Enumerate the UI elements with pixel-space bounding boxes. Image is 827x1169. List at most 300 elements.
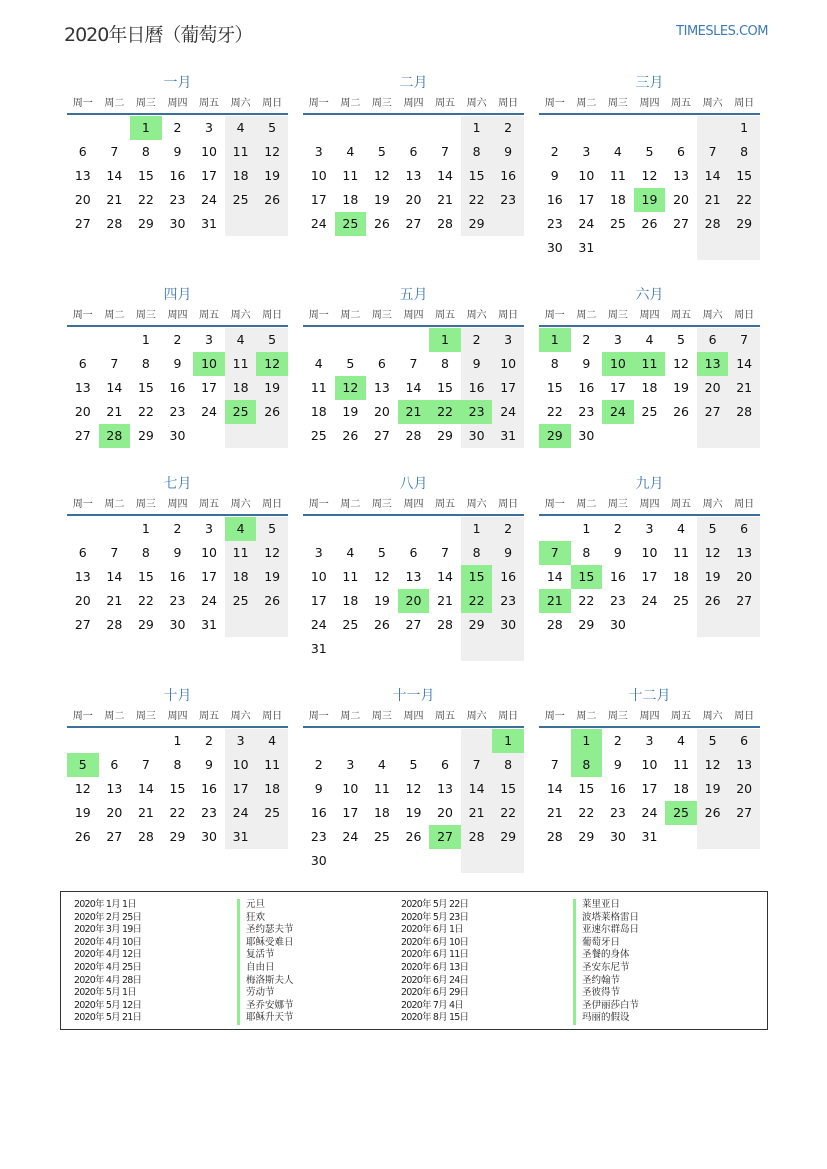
empty-day-cell bbox=[67, 328, 99, 352]
day-cell: 10 bbox=[641, 545, 658, 560]
day-cell: 21 bbox=[106, 593, 123, 608]
month-title: 七月 bbox=[163, 476, 192, 492]
holiday-names-column-2 bbox=[573, 899, 639, 1025]
holiday-date: 2020年 1月 1日 bbox=[74, 899, 137, 910]
day-cell: 12 bbox=[697, 753, 729, 777]
day-cell: 16 bbox=[169, 380, 186, 395]
day-cell: 31 bbox=[310, 641, 327, 656]
weekday-label: 周一 bbox=[544, 711, 565, 722]
holiday-day-cell: 1 bbox=[130, 116, 162, 140]
day-cell: 26 bbox=[405, 829, 422, 844]
weekday-label: 周五 bbox=[671, 310, 692, 321]
weekday-label: 周五 bbox=[435, 711, 456, 722]
day-cell: 20 bbox=[405, 192, 422, 207]
day-cell: 21 bbox=[437, 192, 453, 207]
day-cell: 24 bbox=[578, 216, 595, 231]
day-cell: 27 bbox=[106, 829, 123, 844]
day-cell: 21 bbox=[546, 805, 563, 820]
day-cell: 20 bbox=[697, 376, 729, 400]
day-cell: 24 bbox=[310, 216, 327, 231]
day-cell: 13 bbox=[673, 168, 689, 183]
day-cell: 23 bbox=[578, 404, 595, 419]
day-cell: 16 bbox=[609, 569, 626, 584]
day-cell: 22 bbox=[578, 805, 595, 820]
empty-day-cell bbox=[697, 424, 729, 448]
day-cell: 15 bbox=[578, 781, 595, 796]
month-block bbox=[539, 685, 760, 849]
day-cell: 9 bbox=[205, 757, 213, 772]
day-cell: 7 bbox=[441, 144, 449, 159]
day-cell: 25 bbox=[256, 801, 288, 825]
weekday-label: 周六 bbox=[230, 499, 251, 510]
day-cell: 22 bbox=[546, 404, 563, 419]
day-cell: 28 bbox=[461, 825, 493, 849]
day-cell: 22 bbox=[137, 404, 154, 419]
weekday-label: 周二 bbox=[576, 711, 597, 722]
day-cell: 2 bbox=[550, 144, 559, 159]
day-cell: 12 bbox=[373, 168, 390, 183]
day-cell: 21 bbox=[437, 593, 453, 608]
day-cell: 3 bbox=[314, 144, 323, 159]
holiday-day-cell: 12 bbox=[335, 376, 367, 400]
weekday-label: 周六 bbox=[702, 499, 723, 510]
day-cell: 16 bbox=[169, 569, 186, 584]
day-cell: 5 bbox=[377, 144, 386, 159]
empty-day-cell bbox=[366, 116, 398, 140]
weekday-label: 周一 bbox=[72, 499, 93, 510]
holiday-day-cell: 12 bbox=[256, 352, 288, 376]
holiday-name: 圣安东尼节 bbox=[573, 962, 639, 975]
day-cell: 30 bbox=[169, 428, 186, 443]
holiday-dates-column-1 bbox=[74, 899, 141, 1025]
day-cell: 20 bbox=[728, 777, 760, 801]
month-title: 十一月 bbox=[392, 688, 435, 704]
day-cell: 14 bbox=[546, 781, 563, 796]
day-cell: 31 bbox=[578, 240, 595, 255]
weekday-label: 周三 bbox=[371, 98, 392, 109]
day-cell: 28 bbox=[546, 617, 563, 632]
day-cell: 30 bbox=[461, 424, 493, 448]
day-cell: 28 bbox=[728, 400, 760, 424]
weekday-label: 周四 bbox=[403, 98, 424, 109]
holiday-date: 2020年 6月 13日 bbox=[401, 961, 469, 973]
holiday-date: 2020年 3月 19日 bbox=[74, 924, 142, 936]
day-cell: 27 bbox=[728, 589, 760, 613]
day-cell: 7 bbox=[110, 356, 119, 371]
day-cell: 13 bbox=[405, 569, 422, 584]
day-cell: 17 bbox=[641, 569, 658, 584]
day-cell: 24 bbox=[201, 192, 217, 207]
day-cell: 8 bbox=[141, 144, 150, 159]
holiday-day-cell: 13 bbox=[697, 352, 729, 376]
day-cell: 10 bbox=[201, 144, 217, 159]
weekday-header bbox=[539, 94, 760, 115]
weekday-label: 周四 bbox=[167, 499, 188, 510]
weekday-label: 周四 bbox=[167, 711, 188, 722]
day-cell: 31 bbox=[201, 617, 217, 632]
day-cell: 22 bbox=[137, 192, 154, 207]
weekday-label: 周四 bbox=[639, 499, 660, 510]
day-cell: 30 bbox=[546, 240, 563, 255]
weekday-label: 周六 bbox=[466, 98, 487, 109]
weekday-label: 周一 bbox=[72, 711, 93, 722]
empty-day-cell bbox=[634, 236, 666, 260]
empty-day-cell bbox=[602, 236, 634, 260]
day-cell: 12 bbox=[256, 541, 288, 565]
month-block bbox=[303, 473, 524, 661]
weekday-header bbox=[303, 495, 524, 516]
day-cell: 8 bbox=[461, 541, 493, 565]
weekday-label: 周日 bbox=[734, 98, 755, 109]
day-cell: 28 bbox=[437, 617, 453, 632]
day-cell: 21 bbox=[461, 801, 493, 825]
day-cell: 11 bbox=[310, 380, 327, 395]
holiday-name: 自由日 bbox=[237, 962, 294, 975]
weekday-label: 周三 bbox=[371, 310, 392, 321]
weekday-label: 周二 bbox=[104, 711, 125, 722]
empty-day-cell bbox=[303, 328, 335, 352]
weekday-label: 周二 bbox=[340, 499, 361, 510]
empty-day-cell bbox=[398, 517, 430, 541]
day-cell: 14 bbox=[106, 168, 123, 183]
empty-day-cell bbox=[634, 613, 666, 637]
empty-day-cell bbox=[429, 517, 461, 541]
empty-day-cell bbox=[697, 236, 729, 260]
holiday-day-cell: 4 bbox=[225, 517, 257, 541]
month-block bbox=[67, 685, 288, 849]
day-cell: 9 bbox=[613, 757, 622, 772]
day-cell: 19 bbox=[342, 404, 359, 419]
weekday-label: 周日 bbox=[498, 499, 519, 510]
day-cell: 7 bbox=[550, 757, 559, 772]
day-grid bbox=[303, 517, 524, 661]
day-cell: 25 bbox=[673, 593, 689, 608]
day-cell: 31 bbox=[225, 825, 257, 849]
holiday-date: 2020年 8月 15日 bbox=[401, 1012, 469, 1024]
holiday-date: 2020年 4月 25日 bbox=[74, 961, 142, 973]
day-cell: 9 bbox=[314, 781, 323, 796]
weekday-label: 周四 bbox=[403, 499, 424, 510]
day-cell: 19 bbox=[405, 805, 422, 820]
month-block bbox=[303, 284, 524, 448]
day-cell: 22 bbox=[137, 593, 154, 608]
holiday-day-cell: 8 bbox=[571, 753, 603, 777]
holiday-day-cell: 1 bbox=[539, 328, 571, 352]
day-cell: 20 bbox=[373, 404, 390, 419]
weekday-label: 周六 bbox=[702, 98, 723, 109]
empty-day-cell bbox=[398, 328, 430, 352]
day-cell: 6 bbox=[409, 545, 418, 560]
day-cell: 11 bbox=[373, 781, 390, 796]
weekday-label: 周六 bbox=[466, 711, 487, 722]
day-cell: 12 bbox=[641, 168, 658, 183]
weekday-label: 周日 bbox=[262, 499, 283, 510]
day-cell: 18 bbox=[310, 404, 327, 419]
weekday-label: 周二 bbox=[576, 98, 597, 109]
day-cell: 15 bbox=[169, 781, 186, 796]
holiday-day-cell: 23 bbox=[461, 400, 493, 424]
empty-day-cell bbox=[398, 729, 430, 753]
day-cell: 7 bbox=[461, 753, 493, 777]
day-cell: 24 bbox=[225, 801, 257, 825]
day-cell: 5 bbox=[256, 328, 288, 352]
day-cell: 1 bbox=[582, 521, 591, 536]
day-cell: 13 bbox=[405, 168, 422, 183]
day-cell: 15 bbox=[437, 380, 453, 395]
day-cell: 4 bbox=[225, 116, 257, 140]
empty-day-cell bbox=[225, 424, 257, 448]
empty-day-cell bbox=[366, 729, 398, 753]
empty-day-cell bbox=[461, 637, 493, 661]
empty-day-cell bbox=[256, 212, 288, 236]
day-cell: 7 bbox=[409, 356, 418, 371]
day-cell: 13 bbox=[74, 569, 91, 584]
empty-day-cell bbox=[697, 825, 729, 849]
day-cell: 27 bbox=[728, 801, 760, 825]
day-grid bbox=[67, 328, 288, 448]
day-cell: 2 bbox=[582, 332, 591, 347]
empty-day-cell bbox=[335, 328, 367, 352]
day-cell: 9 bbox=[492, 140, 524, 164]
empty-day-cell bbox=[303, 729, 335, 753]
day-cell: 19 bbox=[256, 376, 288, 400]
day-cell: 20 bbox=[74, 404, 91, 419]
empty-day-cell bbox=[461, 729, 493, 753]
day-cell: 5 bbox=[697, 517, 729, 541]
day-cell: 26 bbox=[673, 404, 689, 419]
day-cell: 29 bbox=[728, 212, 760, 236]
empty-day-cell bbox=[256, 424, 288, 448]
day-cell: 5 bbox=[677, 332, 685, 347]
day-cell: 22 bbox=[461, 188, 493, 212]
day-cell: 17 bbox=[201, 168, 217, 183]
holiday-date: 2020年 6月 29日 bbox=[401, 987, 469, 999]
day-cell: 28 bbox=[546, 829, 563, 844]
day-cell: 30 bbox=[578, 428, 595, 443]
weekday-label: 周六 bbox=[702, 711, 723, 722]
month-block bbox=[303, 685, 524, 873]
day-cell: 6 bbox=[697, 328, 729, 352]
day-cell: 26 bbox=[256, 589, 288, 613]
day-cell: 24 bbox=[641, 593, 658, 608]
day-cell: 9 bbox=[613, 545, 622, 560]
holiday-day-cell: 21 bbox=[398, 400, 430, 424]
day-cell: 11 bbox=[256, 753, 288, 777]
day-cell: 20 bbox=[74, 593, 91, 608]
weekday-label: 周五 bbox=[435, 499, 456, 510]
day-cell: 1 bbox=[728, 116, 760, 140]
month-title: 九月 bbox=[635, 476, 664, 492]
month-title: 六月 bbox=[635, 287, 664, 303]
weekday-header bbox=[539, 707, 760, 728]
day-cell: 23 bbox=[310, 829, 327, 844]
day-grid bbox=[67, 116, 288, 236]
day-cell: 11 bbox=[609, 168, 626, 183]
weekday-label: 周五 bbox=[199, 310, 220, 321]
weekday-label: 周一 bbox=[544, 499, 565, 510]
day-cell: 10 bbox=[578, 168, 595, 183]
weekday-label: 周二 bbox=[104, 98, 125, 109]
day-cell: 2 bbox=[173, 120, 182, 135]
day-cell: 30 bbox=[609, 829, 626, 844]
day-cell: 6 bbox=[78, 356, 87, 371]
day-cell: 19 bbox=[256, 565, 288, 589]
day-cell: 4 bbox=[256, 729, 288, 753]
empty-day-cell bbox=[335, 637, 367, 661]
weekday-label: 周六 bbox=[230, 98, 251, 109]
day-cell: 25 bbox=[373, 829, 390, 844]
holiday-date: 2020年 6月 10日 bbox=[401, 936, 469, 948]
day-cell: 28 bbox=[137, 829, 154, 844]
weekday-label: 周一 bbox=[72, 310, 93, 321]
day-cell: 15 bbox=[461, 164, 493, 188]
weekday-label: 周日 bbox=[262, 98, 283, 109]
day-cell: 9 bbox=[173, 545, 182, 560]
day-cell: 6 bbox=[728, 517, 760, 541]
day-cell: 8 bbox=[441, 356, 449, 371]
day-cell: 29 bbox=[461, 613, 493, 637]
holiday-date: 2020年 5月 21日 bbox=[74, 1012, 142, 1024]
empty-day-cell bbox=[303, 517, 335, 541]
day-cell: 2 bbox=[613, 521, 622, 536]
holiday-name: 耶稣升天节 bbox=[237, 1012, 294, 1025]
day-cell: 29 bbox=[578, 829, 595, 844]
empty-day-cell bbox=[665, 116, 697, 140]
weekday-label: 周三 bbox=[135, 310, 156, 321]
empty-day-cell bbox=[461, 849, 493, 873]
holiday-name: 葡萄牙日 bbox=[573, 937, 639, 950]
day-cell: 27 bbox=[697, 400, 729, 424]
day-cell: 11 bbox=[342, 168, 359, 183]
day-cell: 18 bbox=[641, 380, 658, 395]
day-cell: 14 bbox=[137, 781, 154, 796]
weekday-label: 周五 bbox=[199, 711, 220, 722]
month-block bbox=[67, 473, 288, 637]
weekday-label: 周六 bbox=[702, 310, 723, 321]
day-cell: 2 bbox=[205, 733, 213, 748]
weekday-header bbox=[539, 306, 760, 327]
empty-day-cell bbox=[728, 236, 760, 260]
holiday-day-cell: 28 bbox=[99, 424, 131, 448]
day-cell: 9 bbox=[492, 541, 524, 565]
holiday-day-cell: 29 bbox=[539, 424, 571, 448]
day-cell: 19 bbox=[673, 380, 689, 395]
empty-day-cell bbox=[67, 116, 99, 140]
site-logo[interactable]: TIMESLES.COM bbox=[676, 24, 768, 39]
weekday-header bbox=[539, 495, 760, 516]
empty-day-cell bbox=[193, 424, 225, 448]
day-cell: 4 bbox=[225, 328, 257, 352]
day-cell: 16 bbox=[461, 376, 493, 400]
day-cell: 29 bbox=[578, 617, 595, 632]
day-grid bbox=[539, 729, 760, 849]
empty-day-cell bbox=[398, 637, 430, 661]
weekday-label: 周二 bbox=[104, 499, 125, 510]
weekday-label: 周日 bbox=[262, 711, 283, 722]
holiday-date: 2020年 2月 25日 bbox=[74, 911, 142, 923]
month-block bbox=[539, 72, 760, 260]
day-cell: 9 bbox=[173, 356, 182, 371]
holiday-list bbox=[60, 891, 768, 1030]
day-cell: 26 bbox=[373, 216, 390, 231]
day-cell: 11 bbox=[342, 569, 359, 584]
day-cell: 22 bbox=[728, 188, 760, 212]
weekday-label: 周四 bbox=[639, 310, 660, 321]
day-cell: 11 bbox=[225, 541, 257, 565]
day-cell: 10 bbox=[342, 781, 359, 796]
weekday-header bbox=[67, 707, 288, 728]
holiday-date: 2020年 4月 12日 bbox=[74, 949, 142, 961]
holiday-day-cell: 1 bbox=[571, 729, 603, 753]
day-cell: 15 bbox=[492, 777, 524, 801]
day-cell: 4 bbox=[645, 332, 654, 347]
day-cell: 23 bbox=[201, 805, 217, 820]
day-cell: 27 bbox=[74, 216, 91, 231]
day-cell: 12 bbox=[256, 140, 288, 164]
holiday-dates-column-2 bbox=[401, 899, 468, 1025]
day-cell: 2 bbox=[613, 733, 622, 748]
day-cell: 30 bbox=[201, 829, 217, 844]
empty-day-cell bbox=[398, 116, 430, 140]
day-cell: 3 bbox=[492, 328, 524, 352]
holiday-date: 2020年 5月 23日 bbox=[401, 911, 469, 923]
weekday-label: 周一 bbox=[72, 98, 93, 109]
day-cell: 18 bbox=[225, 565, 257, 589]
weekday-label: 周二 bbox=[576, 499, 597, 510]
day-cell: 16 bbox=[492, 565, 524, 589]
day-cell: 3 bbox=[205, 332, 213, 347]
day-cell: 2 bbox=[492, 116, 524, 140]
day-grid bbox=[303, 729, 524, 873]
day-cell: 14 bbox=[106, 380, 123, 395]
day-cell: 15 bbox=[137, 380, 154, 395]
day-cell: 15 bbox=[137, 168, 154, 183]
day-cell: 6 bbox=[409, 144, 418, 159]
weekday-label: 周三 bbox=[607, 310, 628, 321]
day-cell: 3 bbox=[645, 521, 654, 536]
weekday-label: 周日 bbox=[498, 711, 519, 722]
weekday-label: 周四 bbox=[639, 98, 660, 109]
day-cell: 27 bbox=[673, 216, 689, 231]
day-cell: 28 bbox=[405, 428, 422, 443]
day-cell: 31 bbox=[201, 216, 217, 231]
day-cell: 14 bbox=[728, 352, 760, 376]
day-cell: 13 bbox=[437, 781, 453, 796]
day-grid bbox=[303, 328, 524, 448]
day-cell: 13 bbox=[373, 380, 390, 395]
empty-day-cell bbox=[67, 517, 99, 541]
day-cell: 4 bbox=[346, 545, 355, 560]
day-cell: 15 bbox=[728, 164, 760, 188]
day-cell: 13 bbox=[74, 380, 91, 395]
holiday-day-cell: 27 bbox=[429, 825, 461, 849]
day-cell: 6 bbox=[78, 545, 87, 560]
holiday-day-cell: 22 bbox=[461, 589, 493, 613]
holiday-name: 亚速尔群岛日 bbox=[573, 924, 639, 937]
day-cell: 26 bbox=[697, 801, 729, 825]
empty-day-cell bbox=[256, 825, 288, 849]
day-cell: 28 bbox=[697, 212, 729, 236]
weekday-label: 周四 bbox=[403, 711, 424, 722]
day-cell: 16 bbox=[492, 164, 524, 188]
weekday-label: 周五 bbox=[671, 499, 692, 510]
empty-day-cell bbox=[335, 116, 367, 140]
day-cell: 14 bbox=[461, 777, 493, 801]
day-cell: 27 bbox=[405, 216, 422, 231]
weekday-label: 周日 bbox=[262, 310, 283, 321]
day-cell: 18 bbox=[342, 593, 359, 608]
day-cell: 20 bbox=[728, 565, 760, 589]
